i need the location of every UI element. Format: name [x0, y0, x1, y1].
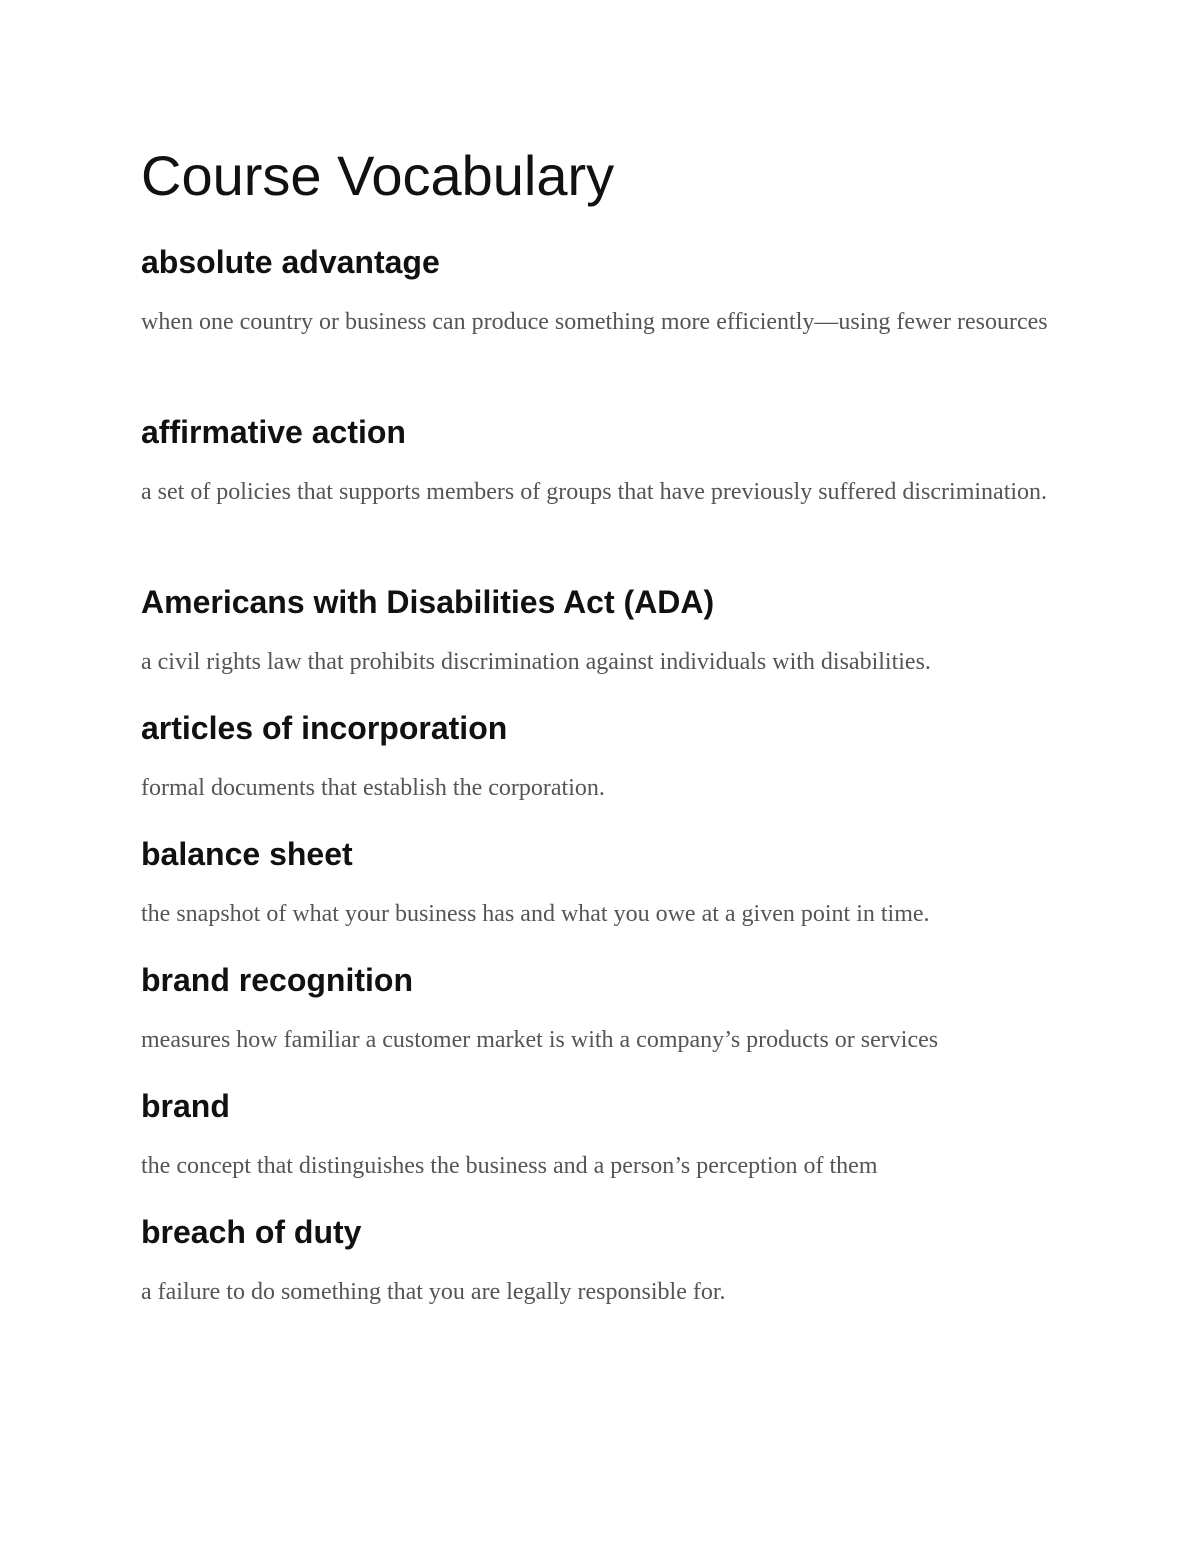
vocabulary-entry — [141, 832, 1061, 936]
vocabulary-entry — [141, 958, 1061, 1062]
vocabulary-definition: when one country or business can produce something more efficiently—using fewer resources — [141, 309, 1048, 335]
vocabulary-entry — [141, 410, 1061, 514]
vocabulary-term: brand — [141, 1088, 230, 1124]
vocabulary-definition: the concept that distinguishes the business and a person’s perception of them — [141, 1153, 878, 1179]
vocabulary-term: absolute advantage — [141, 244, 440, 280]
vocabulary-definition: a set of policies that supports members of groups that have previously suffered discrimination. — [141, 479, 1048, 505]
vocabulary-definition: the snapshot of what your business has and what you owe at a given point in time. — [141, 901, 930, 927]
vocabulary-entry — [141, 240, 1061, 344]
vocabulary-term: breach of duty — [141, 1214, 362, 1250]
vocabulary-definition: formal documents that establish the corporation. — [141, 775, 605, 801]
vocabulary-term: articles of incorporation — [141, 710, 508, 746]
vocabulary-definition: measures how familiar a customer market is with a company’s products or services — [141, 1027, 939, 1053]
vocabulary-term: Americans with Disabilities Act (ADA) — [141, 584, 715, 620]
vocabulary-entry — [141, 580, 1061, 684]
vocabulary-definition: a failure to do something that you are legally responsible for. — [141, 1279, 726, 1305]
vocabulary-entry — [141, 1084, 1061, 1188]
vocabulary-term: affirmative action — [141, 414, 406, 450]
vocabulary-definition: a civil rights law that prohibits discrimination against individuals with disabilities. — [141, 649, 931, 675]
vocabulary-term: brand recognition — [141, 962, 413, 998]
vocabulary-entry — [141, 706, 1061, 810]
page-title: Course Vocabulary — [141, 144, 615, 207]
vocabulary-term: balance sheet — [141, 836, 353, 872]
vocabulary-entry — [141, 1210, 1061, 1314]
